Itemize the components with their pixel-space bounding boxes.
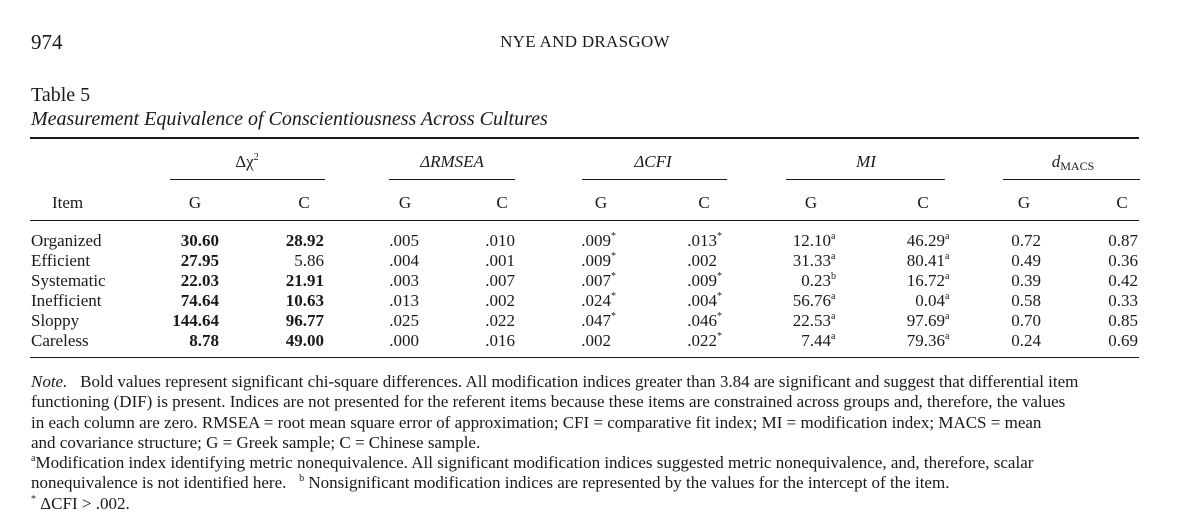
table-cell: .024* xyxy=(581,291,616,310)
footnote-b-mark: b xyxy=(299,473,305,485)
cell-value: 7.44 xyxy=(801,331,831,350)
table-cell xyxy=(1108,231,1138,251)
footnote-a-text-cont: nonequivalence is not identified here. xyxy=(31,473,287,493)
cell-value: .013 xyxy=(389,291,419,310)
cell-value: 0.36 xyxy=(1108,251,1138,270)
table-cell xyxy=(172,311,219,331)
group-rule-3 xyxy=(582,179,727,180)
table-cell xyxy=(181,231,219,251)
footnote-star-mark: * xyxy=(31,493,36,505)
cell-value: 8.78 xyxy=(189,331,219,350)
cell-value: 0.33 xyxy=(1108,291,1138,310)
column-header-g: G xyxy=(398,193,412,212)
group-header-label: d xyxy=(1051,152,1061,171)
cell-value: 0.87 xyxy=(1108,231,1138,250)
group-header-label: ΔCFI xyxy=(634,152,672,171)
table-cell xyxy=(485,251,515,271)
table-cell: .009* xyxy=(687,271,722,290)
group-rule-5 xyxy=(1003,179,1140,180)
cell-value: .002 xyxy=(687,251,717,270)
cell-value: 28.92 xyxy=(285,231,324,250)
cell-value: 30.60 xyxy=(180,231,219,250)
column-header-g: G xyxy=(804,193,818,212)
table-cell xyxy=(1108,291,1138,311)
cell-value: .001 xyxy=(485,251,515,270)
table-cell: 12.10a xyxy=(792,231,836,250)
table-cell xyxy=(687,251,726,271)
table-cell: 46.29a xyxy=(906,231,950,250)
cell-value: 0.70 xyxy=(1011,311,1041,330)
cell-value: .009 xyxy=(581,231,611,250)
table-cell xyxy=(1011,251,1041,271)
table-cell xyxy=(1011,331,1041,351)
table-cell xyxy=(389,291,419,311)
cell-value: 22.03 xyxy=(180,271,219,290)
cell-value: .022 xyxy=(687,331,717,350)
cell-value: .016 xyxy=(485,331,515,350)
row-item-label: Careless xyxy=(31,331,89,350)
group-header-5 xyxy=(993,152,1153,174)
table-cell: 22.53a xyxy=(792,311,836,330)
note-text-1: Bold values represent significant chi-square differences. All modification indices greater than 3.84 are significant and suggest that differential item xyxy=(80,372,1079,391)
cell-value: 49.00 xyxy=(285,331,324,350)
table-cell xyxy=(485,271,515,291)
footnote-a xyxy=(31,453,1141,473)
column-header-c: C xyxy=(698,193,710,212)
table-cell xyxy=(485,311,515,331)
table-cell: 16.72a xyxy=(906,271,950,290)
table-cell: .013* xyxy=(687,231,722,250)
row-item-label: Systematic xyxy=(31,271,106,290)
page-number: 974 xyxy=(31,30,63,54)
table-cell xyxy=(1108,271,1138,291)
row-item-label: Sloppy xyxy=(31,311,80,330)
table-cell xyxy=(286,231,324,251)
group-header-superscript: 2 xyxy=(253,152,259,163)
cell-value: 16.72 xyxy=(906,271,945,290)
cell-value: 0.58 xyxy=(1011,291,1041,310)
column-header-g: G xyxy=(188,193,202,212)
table-cell xyxy=(286,311,324,331)
table-cell xyxy=(389,311,419,331)
cell-value: 10.63 xyxy=(285,291,324,310)
table-title: Measurement Equivalence of Conscientiousness Across Cultures xyxy=(31,108,548,130)
table-cell xyxy=(1108,311,1138,331)
cell-value: .007 xyxy=(581,271,611,290)
group-rule-1 xyxy=(170,179,325,180)
table-cell xyxy=(389,231,419,251)
cell-value: 97.69 xyxy=(906,311,945,330)
cell-value: 12.10 xyxy=(792,231,831,250)
cell-value: 21.91 xyxy=(285,271,324,290)
cell-value: 96.77 xyxy=(285,311,324,330)
cell-value: 56.76 xyxy=(792,291,831,310)
footnote-a-mark: a xyxy=(31,453,36,465)
table-cell: .004* xyxy=(687,291,722,310)
table-cell xyxy=(181,271,219,291)
group-header-1 xyxy=(167,152,327,172)
footnote-star-text: ΔCFI > .002. xyxy=(40,493,130,513)
cell-value: 0.49 xyxy=(1011,251,1041,270)
table-cell: .009* xyxy=(581,251,616,270)
running-head: NYE AND DRASGOW xyxy=(500,32,670,51)
table-cell xyxy=(1108,251,1138,271)
table-note xyxy=(31,372,1141,514)
cell-value: .024 xyxy=(581,291,611,310)
item-column-header: Item xyxy=(52,193,84,212)
table-cell xyxy=(294,251,324,271)
table-cell xyxy=(286,291,324,311)
note-line-3: in each column are zero. RMSEA = root mean square error of approximation; CFI = comparative fit index; MI = modification index; MACS = mean xyxy=(31,412,1042,432)
cell-value: 80.41 xyxy=(906,251,945,270)
cell-value: 22.53 xyxy=(792,311,831,330)
cell-value: 0.23 xyxy=(801,271,831,290)
note-line-4: and covariance structure; G = Greek sample; C = Chinese sample. xyxy=(31,432,481,452)
table-cell: .046* xyxy=(687,311,722,330)
cell-value: .004 xyxy=(389,251,419,270)
group-header-subscript: MACS xyxy=(1060,159,1095,173)
cell-value: 0.42 xyxy=(1108,271,1138,290)
note-line-2: functioning (DIF) is present. Indices are not presented for the referent items because these items are constrained across groups and, therefore, the values xyxy=(31,392,1066,412)
cell-value: 0.72 xyxy=(1011,231,1041,250)
table-cell xyxy=(286,271,324,291)
note-line-1 xyxy=(31,372,1141,392)
footnote-a-text: Modification index identifying metric nonequivalence. All significant modification indices suggested metric nonequivalence, and, therefore, scalar xyxy=(35,453,1034,473)
cell-value: .007 xyxy=(485,271,515,290)
table-cell xyxy=(1011,231,1041,251)
cell-value: .002 xyxy=(485,291,515,310)
table-cell: 97.69a xyxy=(906,311,950,330)
table-cell xyxy=(1011,291,1041,311)
table-cell xyxy=(189,331,219,351)
cell-value: .013 xyxy=(687,231,717,250)
group-rule-4 xyxy=(786,179,945,180)
column-header-c: C xyxy=(298,193,310,212)
cell-value: 31.33 xyxy=(792,251,831,270)
table-cell: 7.44a xyxy=(801,331,836,350)
cell-value: 0.69 xyxy=(1108,331,1138,350)
cell-value: 27.95 xyxy=(180,251,219,270)
table-cell: .007* xyxy=(581,271,616,290)
table-cell: 80.41a xyxy=(906,251,950,270)
column-header-c: C xyxy=(917,193,929,212)
table-cell: 0.23b xyxy=(801,271,836,290)
footnote-a-b-line xyxy=(31,473,1141,493)
row-item-label: Organized xyxy=(31,231,102,250)
cell-value: 46.29 xyxy=(906,231,945,250)
cell-value: .047 xyxy=(581,311,611,330)
table-cell xyxy=(485,291,515,311)
cell-value: .022 xyxy=(485,311,515,330)
cell-value: .010 xyxy=(485,231,515,250)
table-bottom-rule xyxy=(30,357,1139,358)
note-lead: Note. xyxy=(31,372,68,391)
group-header-3 xyxy=(573,152,733,172)
cell-value: .002 xyxy=(581,331,611,350)
table-cell: .009* xyxy=(581,231,616,250)
row-item-label: Inefficient xyxy=(31,291,102,310)
cell-value: .025 xyxy=(389,311,419,330)
table-cell xyxy=(181,291,219,311)
table-cell xyxy=(485,231,515,251)
table-cell xyxy=(389,251,419,271)
table-cell: 0.04a xyxy=(915,291,950,310)
group-header-label: Δχ xyxy=(235,152,254,171)
cell-value: .009 xyxy=(687,271,717,290)
cell-value: 79.36 xyxy=(906,331,945,350)
table-cell xyxy=(181,251,219,271)
cell-value: 0.85 xyxy=(1108,311,1138,330)
cell-value: 0.04 xyxy=(915,291,945,310)
table-top-rule xyxy=(30,137,1139,139)
table-label: Table 5 xyxy=(31,84,91,106)
group-header-label: MI xyxy=(856,152,876,171)
column-header-g: G xyxy=(594,193,608,212)
cell-value: .046 xyxy=(687,311,717,330)
table-cell xyxy=(389,331,419,351)
column-header-g: G xyxy=(1017,193,1031,212)
cell-value: .000 xyxy=(389,331,419,350)
cell-value: 0.39 xyxy=(1011,271,1041,290)
table-cell xyxy=(1108,331,1138,351)
table-cell xyxy=(1011,271,1041,291)
table-cell xyxy=(1011,311,1041,331)
table-cell xyxy=(389,271,419,291)
table-cell: 31.33a xyxy=(792,251,836,270)
column-header-c: C xyxy=(1116,193,1128,212)
table-cell: .047* xyxy=(581,311,616,330)
row-item-label: Efficient xyxy=(31,251,91,270)
table-cell xyxy=(286,331,324,351)
table-cell: .022* xyxy=(687,331,722,350)
column-header-c: C xyxy=(496,193,508,212)
cell-value: .003 xyxy=(389,271,419,290)
cell-value: .005 xyxy=(389,231,419,250)
table-header-rule xyxy=(30,220,1139,221)
table-cell: 56.76a xyxy=(792,291,836,310)
cell-value: 5.86 xyxy=(294,251,324,270)
cell-value: 0.24 xyxy=(1011,331,1041,350)
table-cell: 79.36a xyxy=(906,331,950,350)
footnote-star xyxy=(31,494,1141,514)
group-header-2 xyxy=(372,152,532,172)
table-cell xyxy=(485,331,515,351)
group-rule-2 xyxy=(389,179,515,180)
cell-value: 144.64 xyxy=(172,311,219,330)
cell-value: .009 xyxy=(581,251,611,270)
cell-value: 74.64 xyxy=(180,291,219,310)
cell-value: .004 xyxy=(687,291,717,310)
group-header-4 xyxy=(786,152,946,172)
footnote-b-text: Nonsignificant modification indices are represented by the values for the intercept of the item. xyxy=(308,473,950,493)
table-cell xyxy=(581,331,620,351)
group-header-label: ΔRMSEA xyxy=(420,152,484,171)
